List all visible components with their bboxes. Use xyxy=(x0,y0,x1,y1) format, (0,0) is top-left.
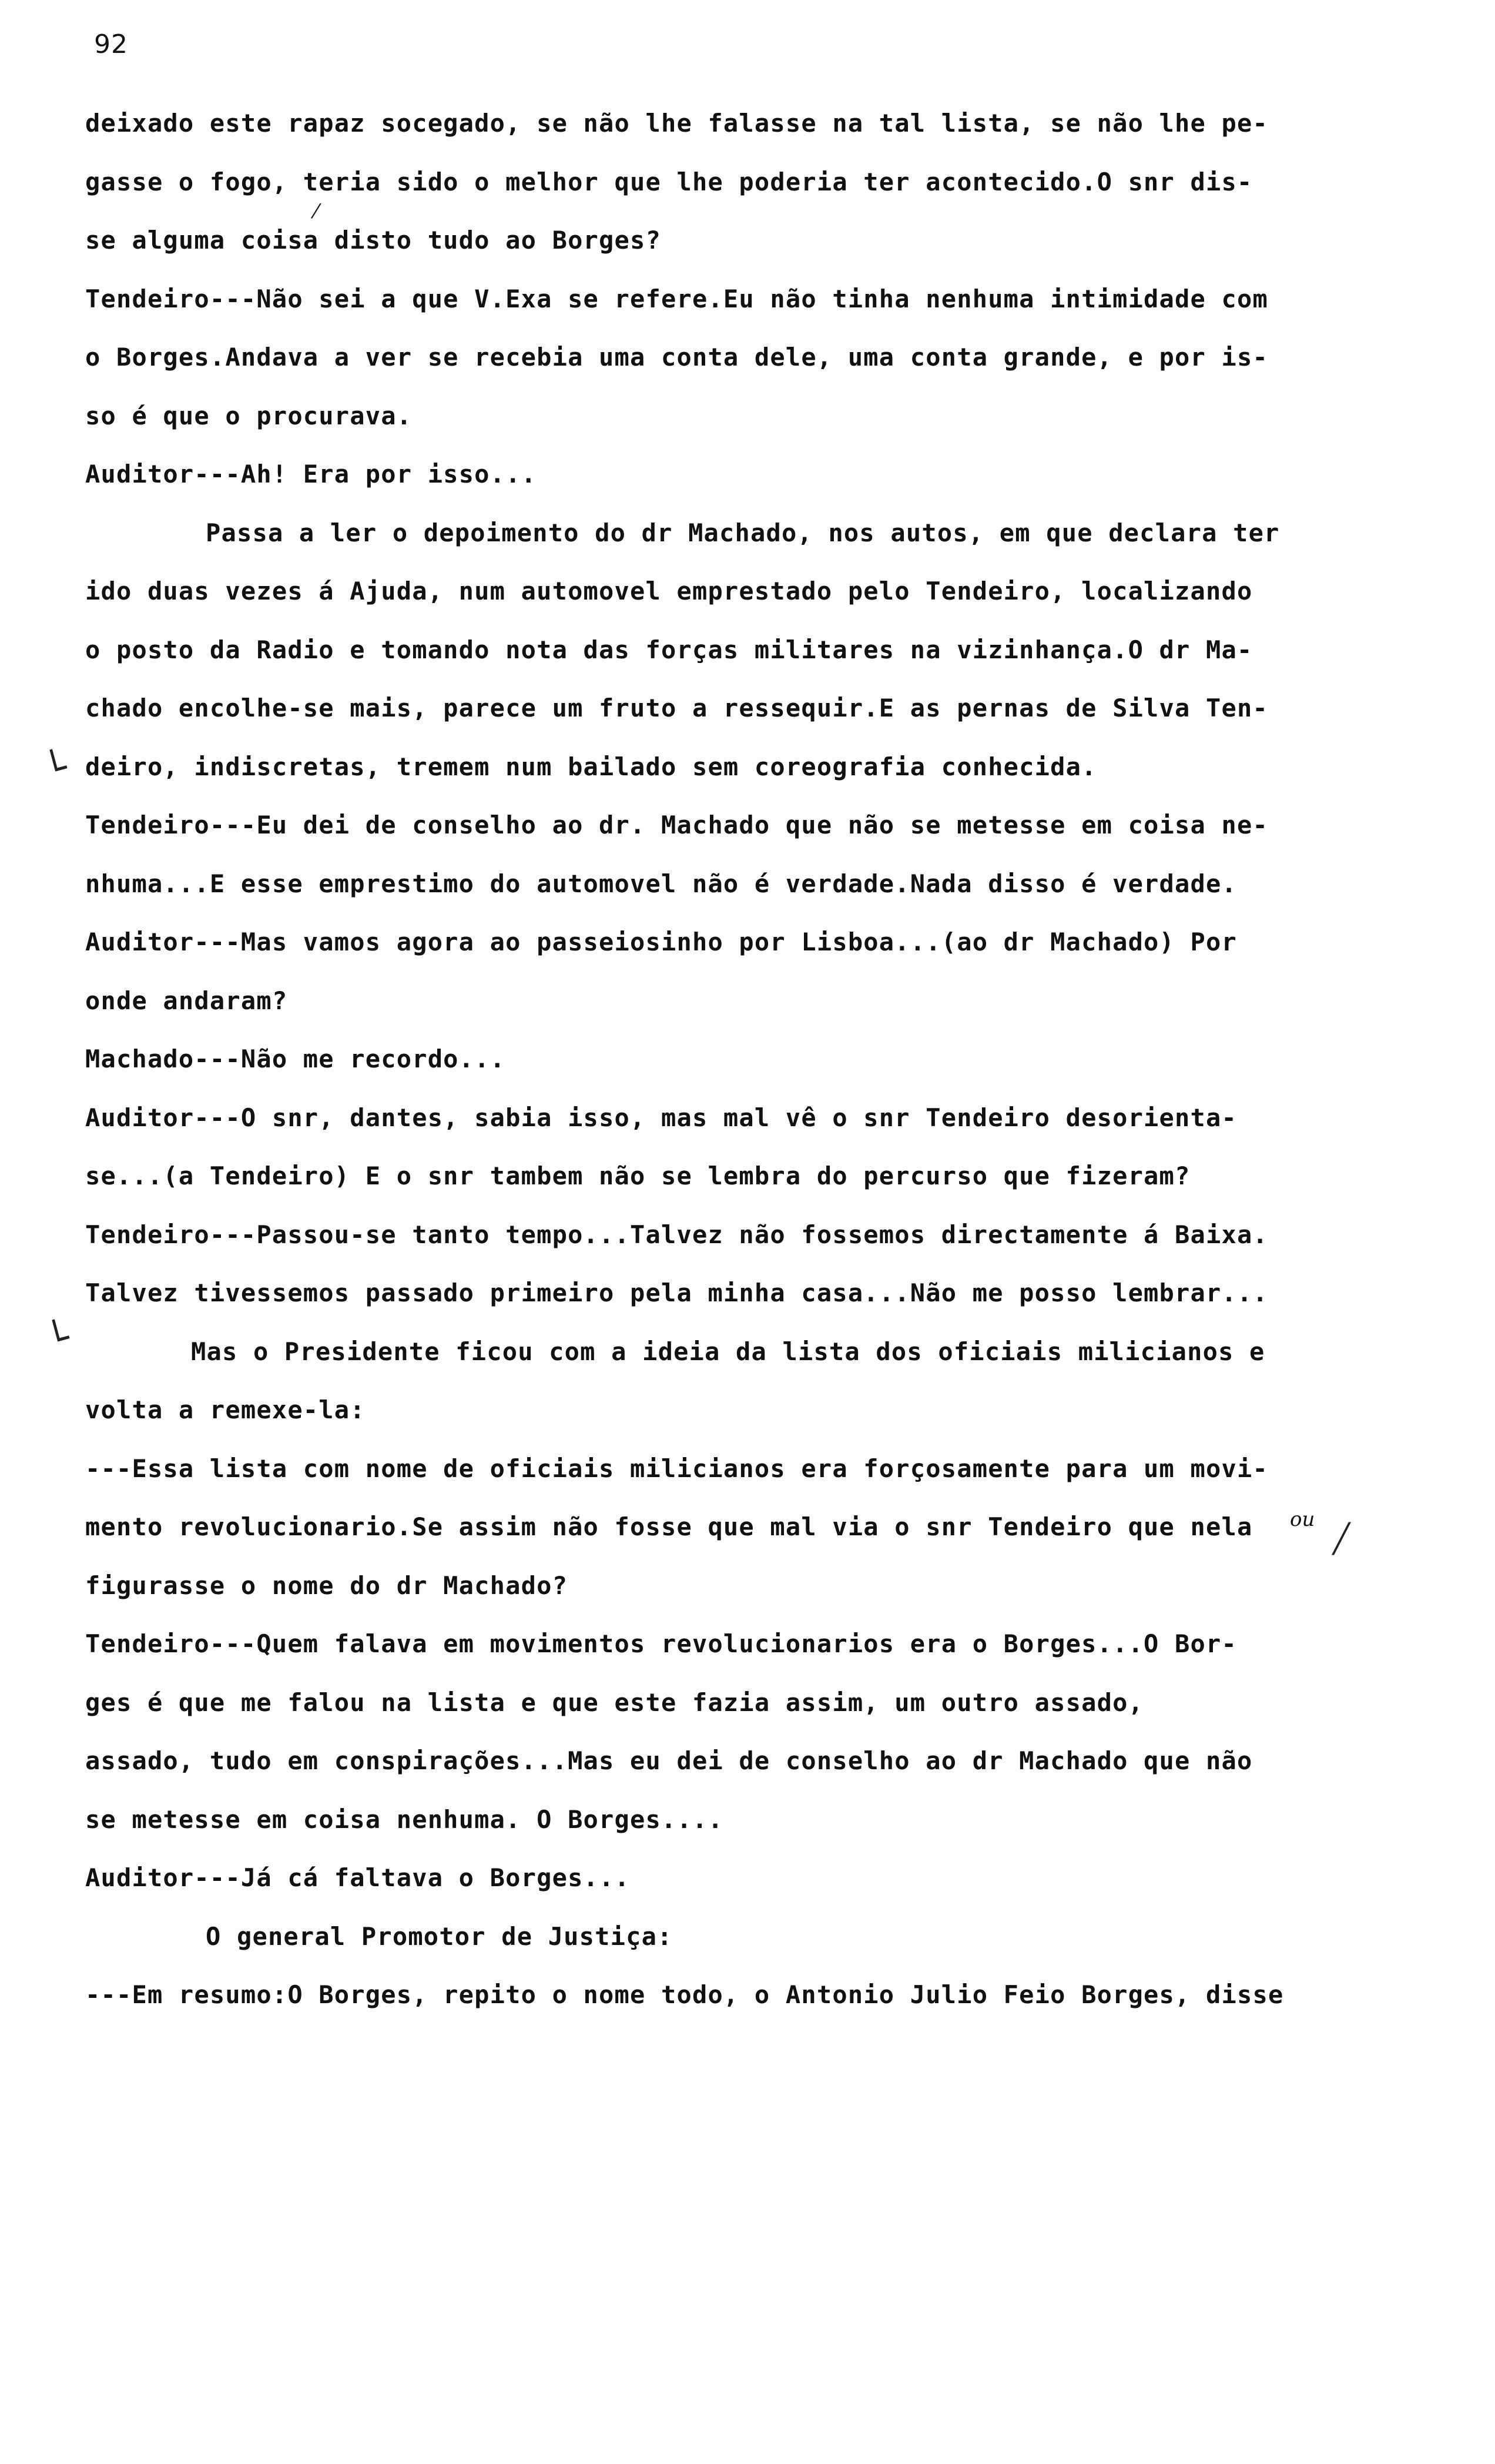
text-line: nhuma...E esse emprestimo do automovel não é verdade.Nada disso é verdade. xyxy=(85,869,1237,898)
text-line: so é que o procurava. xyxy=(85,401,413,430)
text-line: ---Em resumo:O Borges, repito o nome todo, o Antonio Julio Feio Borges, disse xyxy=(85,1980,1284,2009)
handwritten-insert: ou xyxy=(1290,1508,1315,1531)
text-line: Tendeiro---Eu dei de conselho ao dr. Machado que não se metesse em coisa ne- xyxy=(85,811,1268,839)
text-line: o Borges.Andava a ver se recebia uma conta dele, uma conta grande, e por is- xyxy=(85,343,1268,371)
text-line: volta a remexe-la: xyxy=(85,1395,366,1424)
text-line: Auditor---Mas vamos agora ao passeiosinho por Lisboa...(ao dr Machado) Por xyxy=(85,928,1237,956)
text-line: ---Essa lista com nome de oficiais milicianos era forçosamente para um movi- xyxy=(85,1454,1268,1483)
text-line: Auditor---Ah! Era por isso... xyxy=(85,460,537,488)
text-line: Auditor---O snr, dantes, sabia isso, mas mal vê o snr Tendeiro desorienta- xyxy=(85,1103,1237,1132)
text-line: Machado---Não me recordo... xyxy=(85,1044,506,1073)
text-line: O general Promotor de Justiça: xyxy=(206,1921,673,1951)
page-number: 92 xyxy=(94,29,128,59)
insertion-caret-icon: ╱ xyxy=(1333,1522,1350,1555)
text-line: mento revolucionario.Se assim não fosse que mal via o snr Tendeiro que nela xyxy=(85,1512,1253,1541)
text-line: Mas o Presidente ficou com a ideia da lista dos oficiais milicianos e xyxy=(191,1337,1265,1366)
text-line: figurasse o nome do dr Machado? xyxy=(85,1571,568,1600)
text-line: assado, tudo em conspirações...Mas eu dei de conselho ao dr Machado que não xyxy=(85,1746,1253,1775)
document-body xyxy=(85,94,1454,2024)
text-line: ges é que me falou na lista e que este fazia assim, um outro assado, xyxy=(85,1688,1144,1717)
text-line: Tendeiro---Quem falava em movimentos revolucionarios era o Borges...O Bor- xyxy=(85,1629,1237,1658)
text-line: deixado este rapaz socegado, se não lhe falasse na tal lista, se não lhe pe- xyxy=(85,109,1268,138)
text-line: se metesse em coisa nenhuma. O Borges.... xyxy=(85,1805,723,1834)
text-line: se alguma coisa disto tudo ao Borges? xyxy=(85,226,661,255)
text-line: o posto da Radio e tomando nota das forças militares na vizinhança.O dr Ma- xyxy=(85,635,1253,664)
text-line: gasse o fogo, teria sido o melhor que lhe poderia ter acontecido.O snr dis- xyxy=(85,167,1253,196)
text-line: chado encolhe-se mais, parece um fruto a ressequir.E as pernas de Silva Ten- xyxy=(85,694,1268,722)
margin-hook-mark-icon: └ xyxy=(41,747,72,793)
text-line: se...(a Tendeiro) E o snr tambem não se lembra do percurso que fizeram? xyxy=(85,1161,1191,1190)
text-line: onde andaram? xyxy=(85,986,288,1015)
text-line: Tendeiro---Passou-se tanto tempo...Talvez não fossemos directamente á Baixa. xyxy=(85,1220,1268,1249)
text-line: Auditor---Já cá faltava o Borges... xyxy=(85,1863,631,1892)
text-line: deiro, indiscretas, tremem num bailado sem coreografia conhecida. xyxy=(85,752,1097,781)
handwritten-correction-mark-icon: ⁄ xyxy=(314,200,318,223)
margin-hook-mark-icon: └ xyxy=(43,1317,75,1363)
text-line: Passa a ler o depoimento do dr Machado, nos autos, em que declara ter xyxy=(206,518,1280,547)
text-line: Talvez tivessemos passado primeiro pela minha casa...Não me posso lembrar... xyxy=(85,1278,1268,1307)
text-line: Tendeiro---Não sei a que V.Exa se refere.Eu não tinha nenhuma intimidade com xyxy=(85,284,1268,313)
text-line: ido duas vezes á Ajuda, num automovel emprestado pelo Tendeiro, localizando xyxy=(85,577,1253,605)
